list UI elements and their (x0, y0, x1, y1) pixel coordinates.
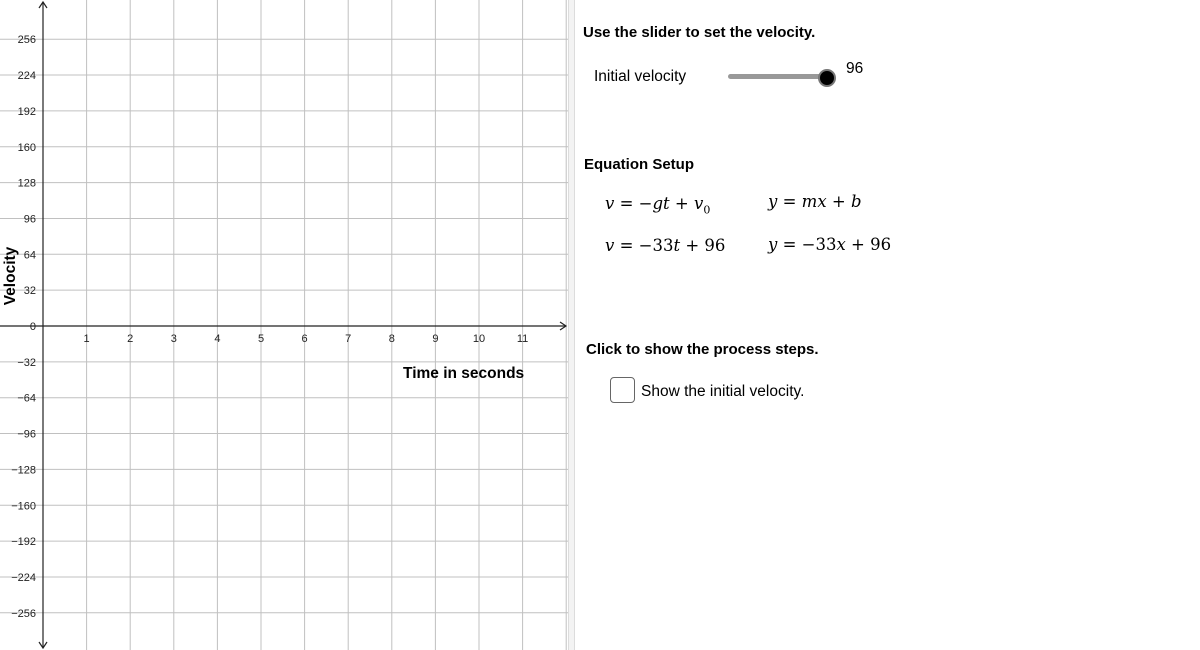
y-tick-label: 224 (17, 70, 36, 83)
x-tick-label: 6 (301, 333, 308, 345)
specific-line-equation: y = −33x + 96 (768, 235, 892, 254)
y-tick-label: −256 (11, 607, 36, 620)
y-tick-label: 32 (23, 285, 36, 298)
general-velocity-equation: $v = -gt + v_0$ (605, 194, 711, 217)
x-tick-label: 4 (214, 333, 221, 345)
x-tick-label: 10 (472, 333, 486, 345)
y-tick-label: −96 (17, 428, 36, 441)
x-tick-label: 1 (83, 333, 90, 345)
x-tick-label: 5 (257, 333, 265, 345)
show-initial-velocity-checkbox[interactable] (610, 377, 635, 403)
coordinate-grid[interactable] (0, 0, 568, 650)
x-tick-label: 7 (345, 333, 352, 345)
x-tick-label: 3 (170, 333, 177, 345)
velocity-slider-track[interactable] (728, 74, 826, 79)
y-tick-label: −32 (17, 356, 36, 369)
algebra-panel (576, 0, 1200, 650)
equation-heading: Equation Setup (584, 156, 694, 173)
y-tick-label: −192 (11, 536, 36, 549)
x-axis-label: Time in seconds (403, 365, 525, 382)
x-tick-label: 2 (127, 333, 134, 345)
slider-value: 96 (846, 60, 864, 77)
view-divider[interactable] (568, 0, 575, 650)
y-tick-label: −128 (11, 464, 36, 477)
slider-label: Initial velocity (594, 68, 687, 85)
graphics-view[interactable] (0, 0, 568, 650)
velocity-slider-handle[interactable] (818, 69, 836, 87)
specific-velocity-equation: v = −33t + 96 (605, 236, 726, 255)
y-tick-label: 64 (23, 249, 36, 262)
process-heading: Click to show the process steps. (586, 341, 819, 358)
checkbox-label[interactable]: Show the initial velocity. (641, 383, 805, 400)
slope-intercept-form: y = mx + b (768, 192, 862, 211)
y-tick-label: 128 (17, 177, 36, 190)
y-tick-label: −64 (17, 392, 36, 405)
slider-instruction: Use the slider to set the velocity. (583, 24, 816, 41)
y-tick-label: 0 (29, 321, 36, 333)
x-tick-label: 9 (432, 333, 439, 345)
y-tick-label: −224 (11, 571, 36, 584)
y-tick-label: 160 (17, 141, 36, 154)
y-tick-label: 96 (23, 213, 36, 226)
y-tick-label: 192 (17, 105, 36, 118)
y-tick-label: −160 (11, 500, 36, 513)
x-tick-label: 11 (516, 333, 529, 345)
x-tick-label: 8 (388, 333, 395, 345)
y-axis-label: Velocity (2, 246, 19, 306)
y-tick-label: 256 (17, 34, 36, 47)
